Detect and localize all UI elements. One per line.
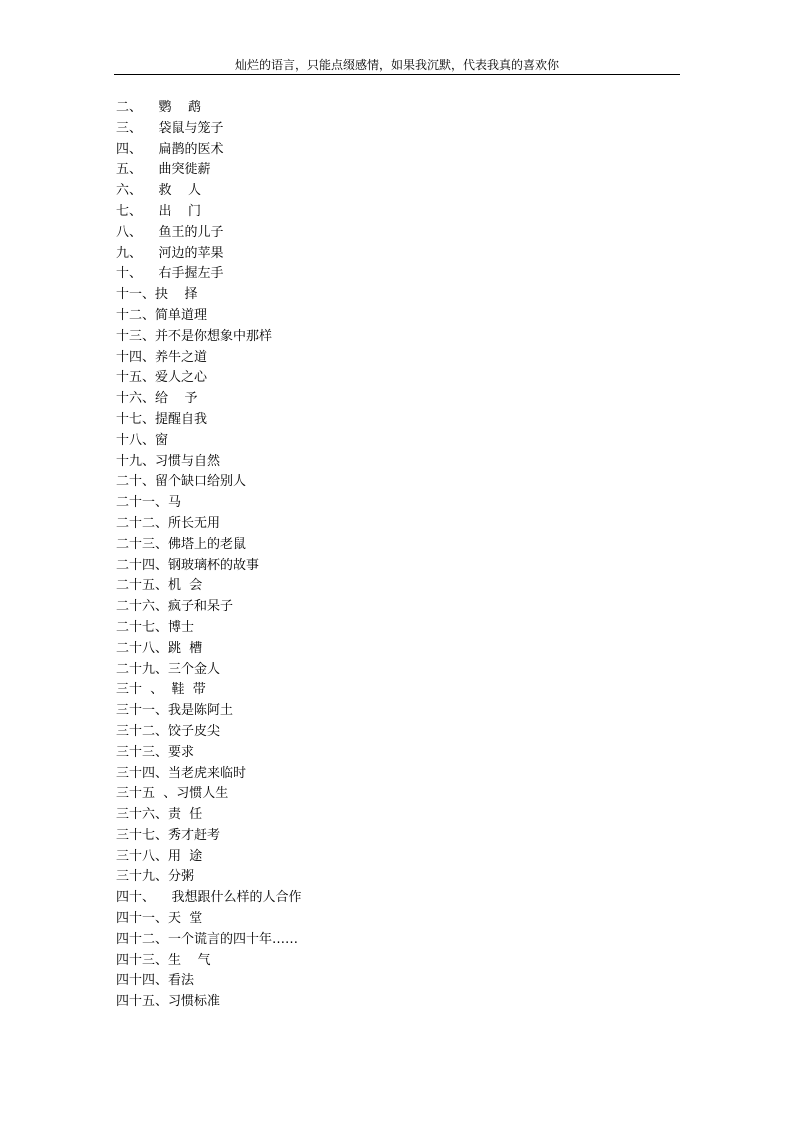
toc-entry: 二十三、佛塔上的老鼠 — [116, 536, 247, 552]
page-header: 灿烂的语言，只能点缀感情，如果我沉默，代表我真的喜欢你 — [234, 58, 559, 72]
toc-entry: 三十四、当老虎来临时 — [116, 765, 247, 781]
toc-entry: 二十六、疯子和呆子 — [116, 599, 234, 615]
toc-entry: 十八、窗 — [116, 432, 169, 448]
toc-entry: 二、 鹦 鹉 — [116, 100, 202, 115]
toc-entry: 三十一、我是陈阿土 — [116, 703, 234, 719]
toc-entry: 五、 曲突徙薪 — [116, 162, 211, 178]
toc-entry: 三十二、饺子皮尖 — [116, 723, 221, 739]
toc-entry: 四十一、天 堂 — [116, 911, 203, 927]
toc-entry: 二十九、三个金人 — [116, 661, 221, 677]
toc-entry: 四、 扁鹊的医术 — [116, 141, 224, 157]
toc-entry: 三、 袋鼠与笼子 — [116, 120, 224, 136]
toc-entry: 三十八、用 途 — [116, 848, 203, 864]
toc-entry: 十九、习惯与自然 — [116, 453, 221, 469]
toc-entry: 十七、提醒自我 — [116, 411, 208, 427]
toc-entry: 十一、抉 择 — [116, 287, 198, 303]
toc-entry: 三十 、 鞋 带 — [116, 682, 206, 698]
toc-entry: 七、 出 门 — [116, 203, 202, 219]
toc-entry: 四十五、习惯标准 — [116, 994, 221, 1010]
toc-entry: 二十七、博士 — [116, 619, 195, 635]
toc-entry: 三十五 、习惯人生 — [116, 786, 229, 802]
toc-entry: 四十三、生 气 — [116, 952, 211, 968]
toc-entry: 三十九、分粥 — [116, 869, 195, 885]
toc-entry: 四十、 我想跟什么样的人合作 — [116, 890, 302, 906]
toc-entry: 十、 右手握左手 — [116, 266, 224, 282]
toc-entry: 二十五、机 会 — [116, 578, 203, 594]
table-of-contents — [116, 98, 676, 1013]
toc-entry: 三十六、责 任 — [116, 807, 203, 823]
toc-entry: 十六、给 予 — [116, 391, 198, 407]
toc-entry: 二十、留个缺口给别人 — [116, 474, 247, 490]
toc-entry: 二十一、马 — [116, 495, 182, 511]
toc-entry: 四十四、看法 — [116, 973, 195, 989]
toc-entry: 十二、简单道理 — [116, 307, 208, 323]
toc-entry: 四十二、一个谎言的四十年…… — [116, 931, 299, 947]
toc-entry: 二十四、钢玻璃杯的故事 — [116, 557, 260, 573]
toc-entry: 八、 鱼王的儿子 — [116, 224, 224, 240]
header-divider — [114, 74, 680, 75]
toc-entry: 六、 救 人 — [116, 183, 202, 199]
toc-entry: 三十三、要求 — [116, 744, 195, 760]
toc-entry: 九、 河边的苹果 — [116, 245, 224, 261]
toc-entry: 三十七、秀才赶考 — [116, 827, 221, 843]
toc-entry: 二十八、跳 槽 — [116, 640, 203, 656]
toc-entry: 十三、并不是你想象中那样 — [116, 328, 273, 344]
toc-entry: 二十二、所长无用 — [116, 515, 221, 531]
toc-entry: 十五、爱人之心 — [116, 370, 208, 386]
toc-entry: 十四、养牛之道 — [116, 349, 208, 365]
